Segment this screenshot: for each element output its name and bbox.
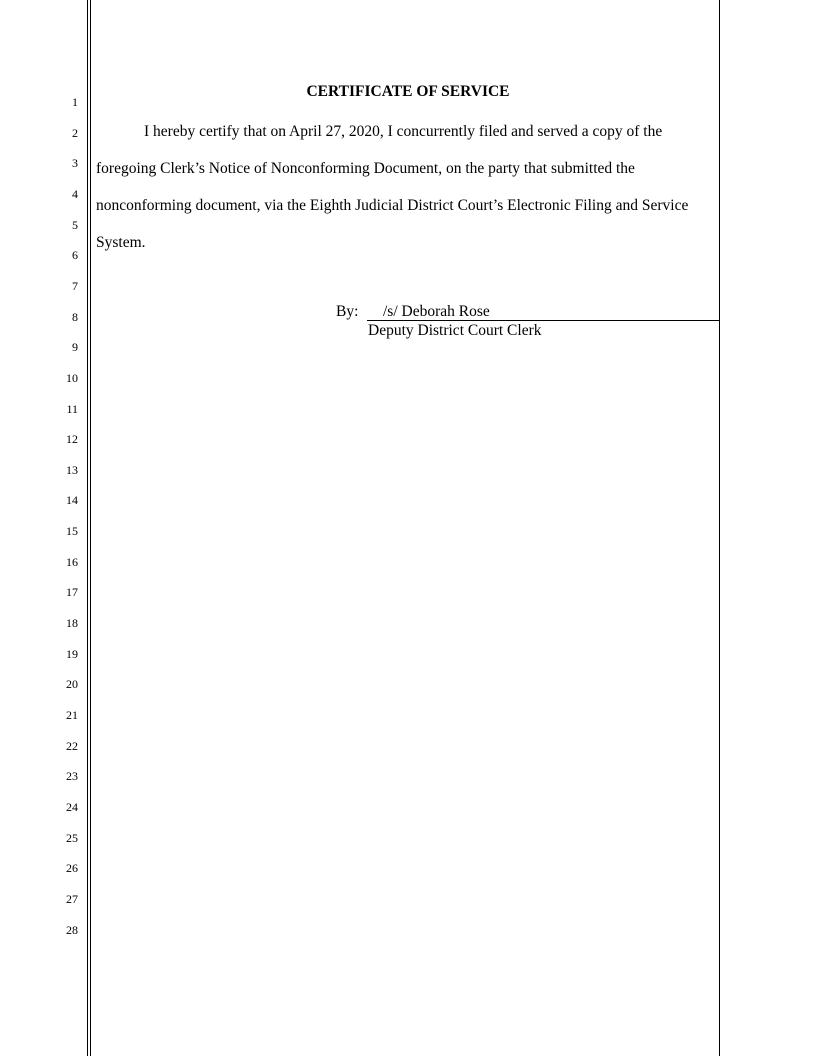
- line-number: 4: [72, 186, 78, 201]
- line-number: 2: [72, 125, 78, 140]
- line-numbers: [40, 0, 78, 1056]
- line-number: 28: [66, 922, 78, 937]
- line-number: 15: [66, 524, 78, 539]
- line-number: 5: [72, 217, 78, 232]
- line-number: 17: [66, 585, 78, 600]
- line-number: 9: [72, 340, 78, 355]
- line-number: 7: [72, 278, 78, 293]
- line-number: 23: [66, 769, 78, 784]
- line-number: 11: [66, 401, 78, 416]
- line-number: 6: [72, 248, 78, 263]
- line-number: 18: [66, 616, 78, 631]
- line-number: 19: [66, 646, 78, 661]
- signature-name: /s/ Deborah Rose: [383, 303, 490, 320]
- left-margin-rule-inner: [90, 0, 91, 1056]
- right-margin-rule: [719, 0, 720, 1056]
- certificate-body: I hereby certify that on April 27, 2020, I concurrently filed and served a copy of the foregoing Clerk’s Notice of Nonconforming Document, on the party that submitted the nonconforming document, via the Eighth Judicial District Court’s Electronic Filing and Service System.: [96, 123, 689, 251]
- line-number: 20: [66, 677, 78, 692]
- line-number: 21: [66, 708, 78, 722]
- line-number: 10: [66, 370, 78, 385]
- document-title: CERTIFICATE OF SERVICE: [306, 83, 510, 100]
- line-number: 25: [66, 830, 78, 845]
- line-number: 12: [66, 432, 78, 447]
- left-margin-rule-outer: [87, 0, 88, 1056]
- line-number: 27: [66, 891, 78, 906]
- line-number: 16: [66, 554, 78, 569]
- line-number: 22: [66, 738, 78, 753]
- line-number: 14: [66, 493, 78, 508]
- line-number: 26: [66, 861, 78, 876]
- line-number: 3: [72, 156, 78, 171]
- line-number: 8: [72, 309, 78, 324]
- line-number: 13: [66, 462, 78, 477]
- signature-title: Deputy District Court Clerk: [368, 322, 542, 339]
- line-number: 24: [66, 799, 78, 814]
- line-number: 1: [72, 95, 78, 109]
- signature-by-label: By:: [336, 303, 359, 320]
